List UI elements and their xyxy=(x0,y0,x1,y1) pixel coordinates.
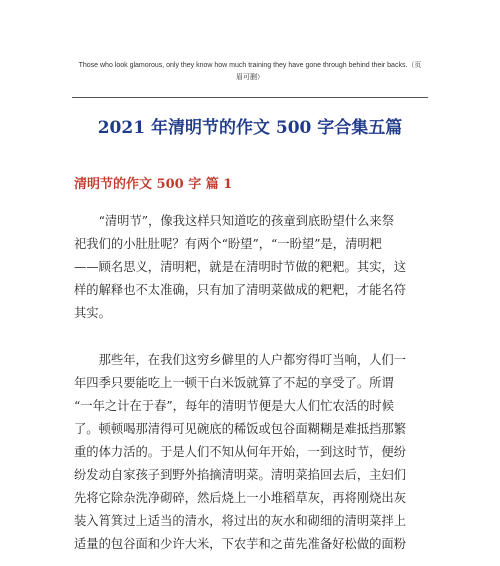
page-header xyxy=(70,60,430,84)
header-divider xyxy=(72,97,428,98)
section-heading: 清明节的作文 500 字 篇 1 xyxy=(74,177,233,192)
document-title: 2021 年清明节的作文 500 字合集五篇 xyxy=(97,118,403,138)
paragraph-1 xyxy=(74,210,426,325)
header-note-line-1: Those who look glamorous, only they know how much training they have gone through behind their backs.（页 xyxy=(78,62,422,69)
paragraph-line: 其实。 xyxy=(74,306,111,320)
paragraph-line: “清明节”，像我这样只知道吃的孩童到底盼望什么来祭 xyxy=(74,214,394,228)
paragraph-line: 装入筲箕过上适当的清水，将过出的灰水和砌细的清明菜拌上 xyxy=(74,514,407,528)
paragraph-line: 祀我们的小肚肚呢？有两个“盼望”，“一盼望”是，清明粑 xyxy=(74,237,382,251)
paragraph-line: 年四季只要能吃上一顿干白米饭就算了不起的享受了。所谓 xyxy=(74,376,394,390)
paragraph-line: 纷发动自家孩子到野外掐摘清明菜。清明菜掐回去后，主妇们 xyxy=(74,468,407,482)
paragraph-line: 样的解释也不太准确，只有加了清明菜做成的粑粑，才能名符 xyxy=(74,283,407,297)
paragraph-line: ——顾名思义，清明粑，就是在清明时节做的粑粑。其实，这 xyxy=(74,260,407,274)
header-note-line-2: 眉可删） xyxy=(236,74,264,81)
paragraph-line: 先将它除杂洗净砌碎，然后烧上一小堆稻草灰，再将刚烧出灰 xyxy=(74,491,407,505)
paragraph-line: 适量的包谷面和少许大米，下农芋和之苗先准备好松做的面粉 xyxy=(74,537,407,551)
paragraph-line: 了。顿顿喝那清得可见碗底的稀饭或包谷面糊糊是难抵挡那繁 xyxy=(74,422,407,436)
paragraph-2 xyxy=(74,349,426,556)
paragraph-line: 重的体力活的。于是人们不知从何年开始，一到这时节，便纷 xyxy=(74,445,407,459)
paragraph-line: 那些年，在我们这穷乡僻里的人户都穷得叮当响，人们一 xyxy=(74,353,407,367)
paragraph-line: “一年之计在于春”，每年的清明节便是大人们忙农活的时候 xyxy=(74,399,394,413)
